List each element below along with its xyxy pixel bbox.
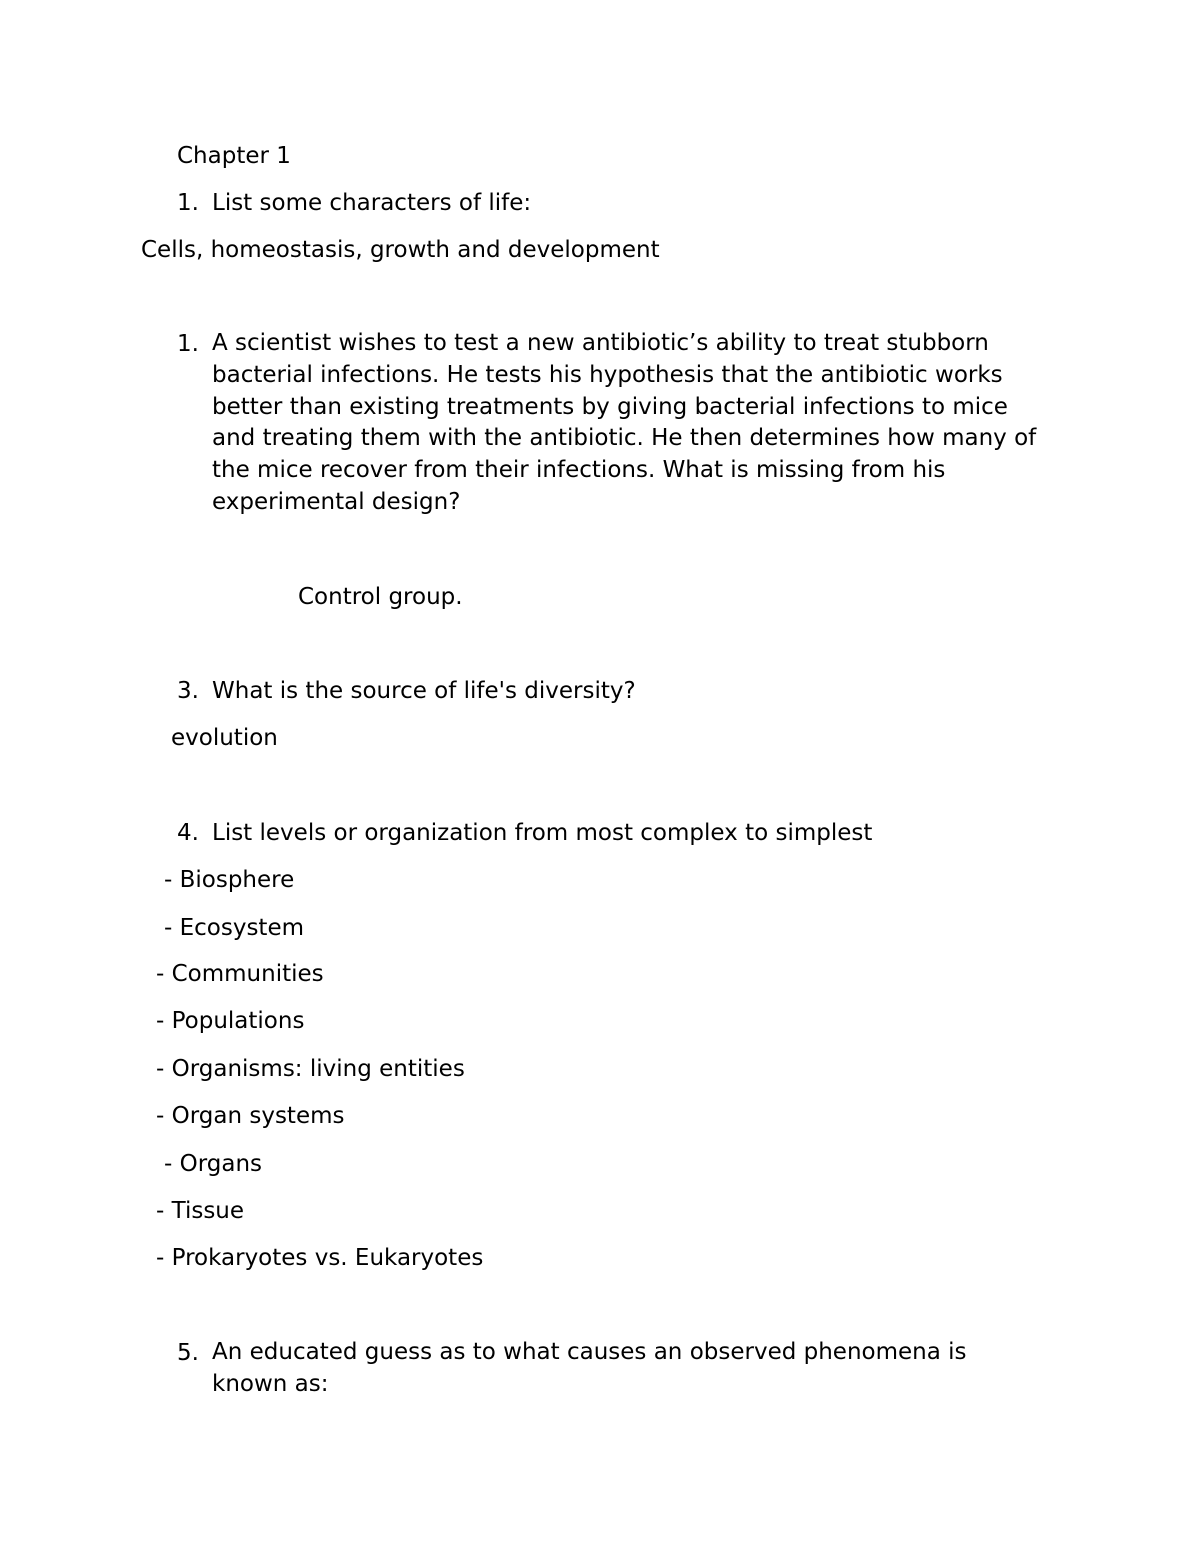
chapter-heading: Chapter 1 [177, 143, 291, 169]
question-3-number: 3. [177, 678, 199, 704]
question-1-text: List some characters of life: [212, 190, 532, 216]
list-item: - Populations [156, 1008, 305, 1034]
question-5-number: 5. [177, 1340, 199, 1366]
question-1-answer: Cells, homeostasis, growth and development [141, 237, 660, 263]
list-item: - Tissue [156, 1198, 245, 1224]
question-4-text: List levels or organization from most complex to simplest [212, 820, 873, 846]
question-3-text: What is the source of life's diversity? [212, 678, 636, 704]
list-item: - Organs [164, 1151, 263, 1177]
list-item: - Ecosystem [164, 915, 305, 941]
question-2-answer: Control group. [298, 584, 463, 610]
list-item: - Biosphere [164, 867, 295, 893]
question-2-text: A scientist wishes to test a new antibiotic’s ability to treat stubborn bacterial infections. He tests his hypothesis that the antibiotic works better than existing treatments by giving bacterial infections to mice and treating them with the antibiotic. He then determines how many of the mice recover from their infections. What is missing from his experimental design? [212, 330, 1037, 515]
list-item: - Organisms: living entities [156, 1056, 465, 1082]
question-5-text: An educated guess as to what causes an observed phenomena is known as: [212, 1339, 967, 1397]
question-3-answer: evolution [171, 725, 278, 751]
question-1-number: 1. [177, 190, 199, 216]
question-4-number: 4. [177, 820, 199, 846]
list-item: - Organ systems [156, 1103, 345, 1129]
list-item: - Prokaryotes vs. Eukaryotes [156, 1245, 484, 1271]
question-2-number: 1. [177, 331, 199, 357]
list-item: - Communities [156, 961, 324, 987]
